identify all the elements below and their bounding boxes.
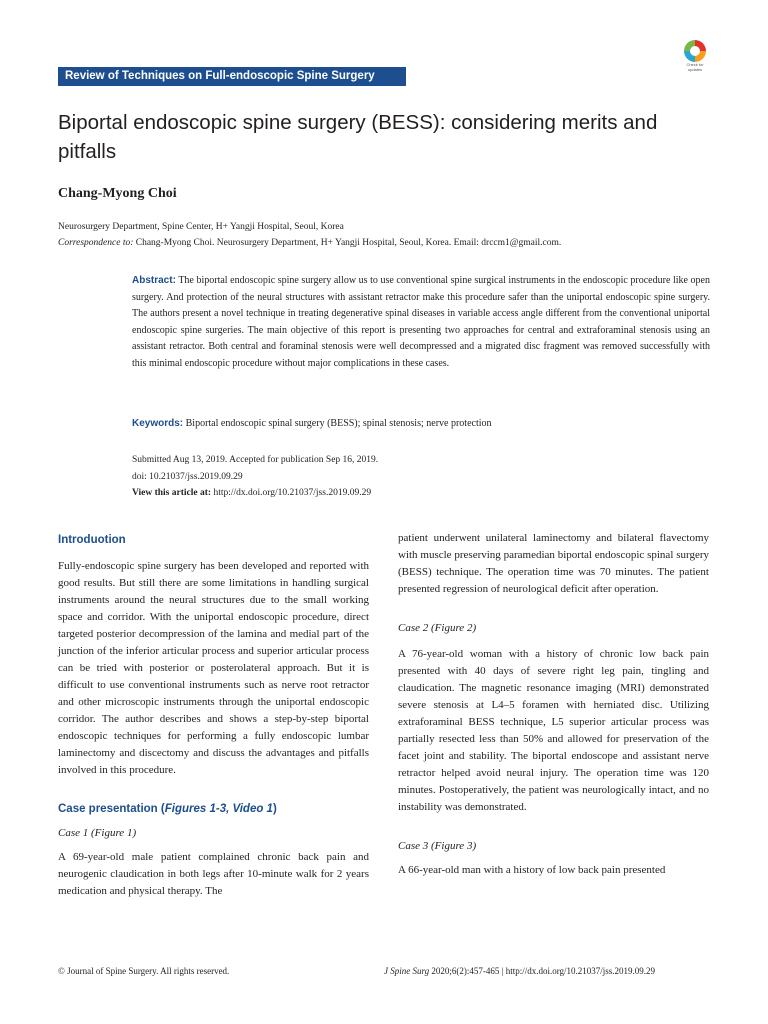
correspondence-text: Chang-Myong Choi. Neurosurgery Department, H+ Yangji Hospital, Seoul, Korea. Email: drccm1@gmail.com. (135, 238, 562, 248)
keywords-text: Biportal endoscopic spinal surgery (BESS); spinal stenosis; nerve protection (185, 418, 492, 429)
footer-journal-abbr: J Spine Surg (384, 966, 430, 976)
affiliation: Neurosurgery Department, Spine Center, H+ Yangji Hospital, Seoul, Korea (58, 222, 344, 232)
case2-paragraph: A 76-year-old woman with a history of chronic low back pain presented with 40 days of severe right leg pain, tingling and claudication. The magnetic resonance imaging (MRI) demonstrated severe stenosis at L4–5 foramen with herniated disc. Utilizing extraforaminal BESS technique, L5 superior articular process was partially resected less than 50% and allowed for preservation of the facet joint and stability. The biportal endoscope and assistant nerve retractor helped avoid neural injury. The operation time was 120 minutes. Postoperatively, the patient was neurologically intact, and no instability was demonstrated. (398, 648, 709, 813)
case2-heading: Case 2 (Figure 2) (398, 622, 477, 634)
view-article-label: View this article at: (132, 488, 212, 498)
section-banner: Review of Techniques on Full-endoscopic Spine Surgery (58, 67, 406, 86)
author-name: Chang-Myong Choi (58, 186, 177, 201)
intro-heading: Introduotion (58, 534, 126, 546)
doi-line[interactable]: doi: 10.21037/jss.2019.09.29 (132, 471, 243, 482)
view-article-link[interactable]: http://dx.doi.org/10.21037/jss.2019.09.29 (213, 488, 372, 498)
keywords-label: Keywords: (132, 418, 184, 429)
case1-heading: Case 1 (Figure 1) (58, 827, 137, 839)
case-heading-figures-link[interactable]: Figures 1-3, Video 1 (164, 803, 273, 815)
footer-citation-text[interactable]: 2020;6(2):457-465 | http://dx.doi.org/10.21037/jss.2019.09.29 (429, 966, 656, 976)
case-heading-pre: Case presentation ( (58, 803, 165, 815)
footer-citation (384, 966, 655, 976)
case1-continued-paragraph: patient underwent unilateral laminectomy and bilateral flavectomy with muscle preserving paramedian biportal endoscopic spinal surgery (BESS) technique. The operation time was 70 minutes. The patient presented regression of neurological deficit after operation. (398, 532, 709, 595)
view-article-line (132, 485, 710, 502)
abstract-label: Abstract: (132, 275, 176, 286)
check-for-updates-badge[interactable] (681, 40, 709, 72)
article-dates (132, 452, 710, 502)
crossmark-icon (684, 40, 706, 62)
footer-copyright: © Journal of Spine Surgery. All rights reserved. (58, 966, 230, 976)
abstract (132, 273, 710, 372)
keywords (132, 417, 710, 431)
abstract-text: The biportal endoscopic spine surgery allow us to use conventional spine surgical instruments in the endoscopic procedure like open surgery. And protection of the neural structures with assistant retractor make this procedure safer than the uniportal endoscopic spine surgery. The authors present a novel technique in treating degenerative spinal diseases in variable access angle different from the conventional uniportal endoscopic spine surgeries. The main objective of this report is presenting two approaches for central and extraforaminal stenosis using an assistant retractor. Both central and foraminal stenosis were well decompressed and a migrated disc fragment was removed successfully with this minimal endoscopic procedure without major complications in these cases. (132, 275, 711, 369)
submitted-line: Submitted Aug 13, 2019. Accepted for publication Sep 16, 2019. (132, 455, 379, 465)
article-title: Biportal endoscopic spine surgery (BESS): considering merits and pitfalls (58, 111, 658, 163)
check-updates-label: Check for updates (686, 62, 704, 72)
case-heading-post: ) (272, 803, 277, 815)
left-column (58, 532, 369, 900)
case-presentation-heading (58, 801, 369, 817)
case1-paragraph: A 69-year-old male patient complained chronic back pain and neurogenic claudication in both legs after 10-minute walk for 2 years medication and physical therapy. The (58, 851, 369, 897)
right-column (398, 530, 709, 879)
correspondence (58, 237, 718, 250)
case3-heading: Case 3 (Figure 3) (398, 840, 477, 852)
case3-paragraph: A 66-year-old man with a history of low back pain presented (398, 864, 666, 876)
intro-paragraph: Fully-endoscopic spine surgery has been developed and reported with good results. But still there are some limitations in handling surgical instruments around the neural structures due to the small working space and corridor. With the uniportal endoscopic procedure, direct targeted posterior decompression of the lamina and medial part of the junction of the inferior articular process and superior articular process can be tried with posterior or posterolateral approach. But it is difficult to use conventional instruments such as nerve root retractor and other microscopic instruments through the uniportal endoscopic corridor. The author describes and shows a step-by-step biportal endoscopic techniques for performing a fully endoscopic lumbar laminectomy and discectomy and discuss the advantages and pitfalls involved in this procedure. (58, 560, 369, 776)
correspondence-label: Correspondence to: (58, 238, 134, 248)
